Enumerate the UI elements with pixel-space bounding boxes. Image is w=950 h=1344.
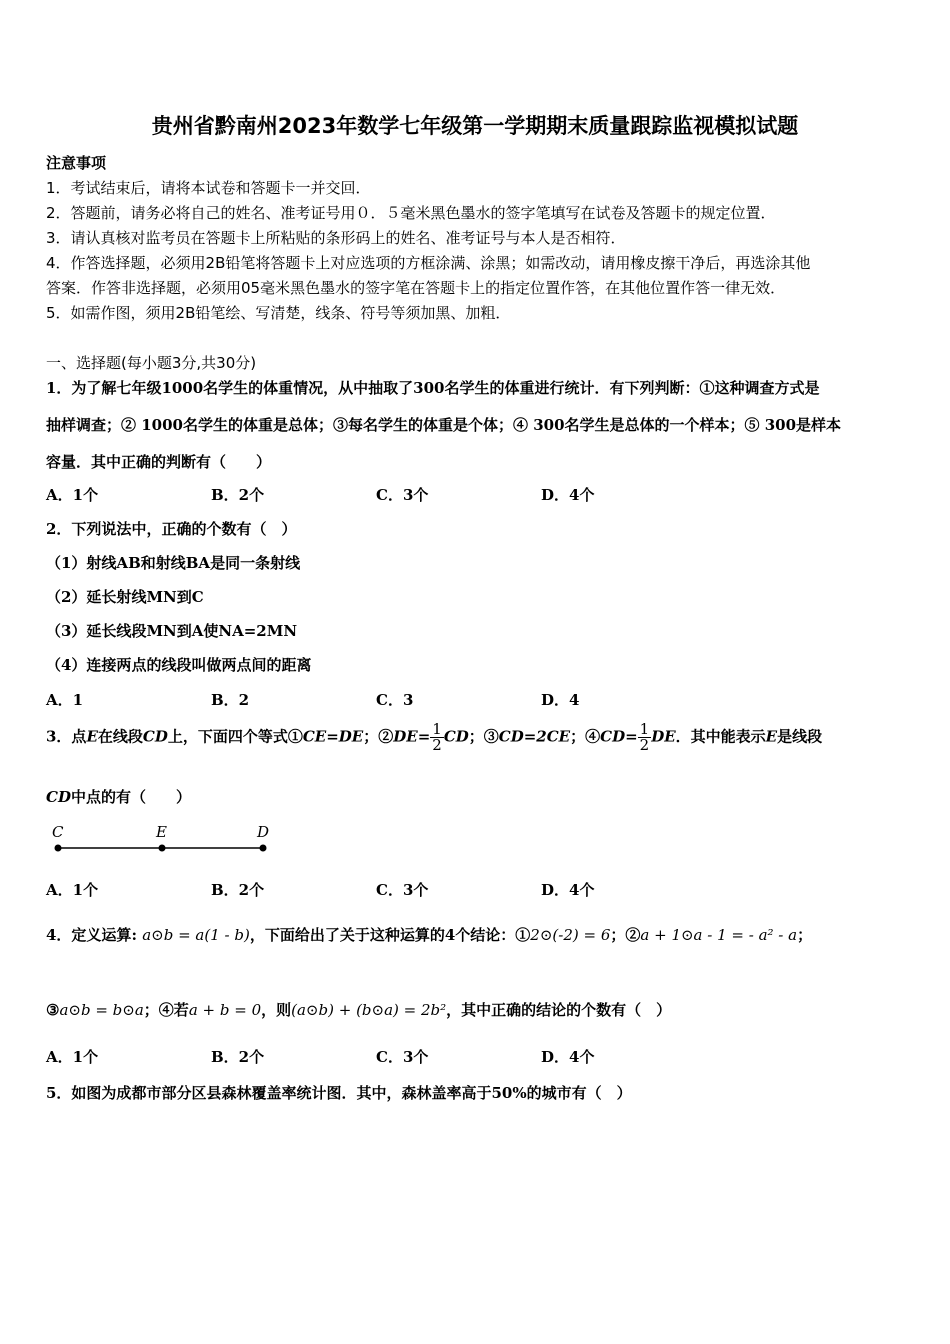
q2-option-b: B．2 (211, 691, 250, 709)
q1-option-b: B．2个 (211, 486, 265, 504)
point-d (260, 845, 267, 852)
q3-option-c: C．3个 (376, 881, 429, 899)
notice-item: 2．答题前，请务必将自己的姓名、准考证号用０．５毫米黑色墨水的签字笔填写在试卷及答题卡的规定位置． (46, 204, 776, 222)
q2-option-c: C．3 (376, 691, 414, 709)
q2-option-a: A．1 (46, 691, 84, 709)
page-title: 贵州省黔南州2023年数学七年级第一学期期末质量跟踪监视模拟试题 (151, 114, 799, 138)
notice-item: 1．考试结束后，请将本试卷和答题卡一并交回． (46, 179, 371, 197)
point-e (159, 845, 166, 852)
q2-item: （1）射线AB和射线BA是同一条射线 (46, 554, 301, 572)
label-d: D (257, 823, 270, 841)
section-heading: 一、选择题(每小题3分,共30分) (46, 354, 257, 372)
q3-option-a: A．1个 (46, 881, 99, 899)
q1-line: 容量．其中正确的判断有（ ） (46, 453, 272, 471)
q3-stem-cont: CD中点的有（ ） (46, 788, 191, 806)
q4-option-d: D．4个 (541, 1048, 595, 1066)
q3-stem: 3．点E在线段CD上，下面四个等式①CE=DE；②DE= $\frac{1}{2}$ CD；③CD=2CE；④CD= $\frac{1}{2}$ DE．其中能表示E是线段 (46, 720, 823, 754)
q2-item: （2）延长射线MN到C (46, 588, 204, 606)
q3-option-d: D．4个 (541, 881, 595, 899)
label-e: E (156, 823, 167, 841)
point-c (55, 845, 62, 852)
q5-stem: 5．如图为成都市部分区县森林覆盖率统计图．其中，森林盖率高于50%的城市有（ ） (46, 1084, 632, 1102)
fraction-half: $\frac{1}{2}$ (432, 720, 442, 754)
q4-option-a: A．1个 (46, 1048, 99, 1066)
notice-item: 答案．作答非选择题，必须用05毫米黑色墨水的签字笔在答题卡上的指定位置作答，在其他位置作答一律无效． (46, 279, 786, 297)
q1-line: 抽样调查；② 1000名学生的体重是总体；③每名学生的体重是个体；④ 300名学生是总体的一个样本；⑤ 300是样本 (46, 416, 842, 434)
label-c: C (52, 823, 64, 841)
q1-option-d: D．4个 (541, 486, 595, 504)
q2-item: （3）延长线段MN到A使NA=2MN (46, 622, 298, 640)
notice-item: 4．作答选择题，必须用2B铅笔将答题卡上对应选项的方框涂满、涂黑；如需改动，请用橡皮擦干净后，再选涂其他 (46, 254, 811, 272)
q2-item: （4）连接两点的线段叫做两点间的距离 (46, 656, 312, 674)
fraction-half: $\frac{1}{2}$ (639, 720, 650, 754)
q1-option-a: A．1个 (46, 486, 99, 504)
q3-option-b: B．2个 (211, 881, 265, 899)
q1-line: 1．为了解七年级1000名学生的体重情况，从中抽取了300名学生的体重进行统计．有下列判断：①这种调查方式是 (46, 379, 820, 397)
q2-stem: 2．下列说法中，正确的个数有（ ） (46, 520, 297, 538)
notice-heading: 注意事项 (46, 154, 107, 172)
q4-stem: 4．定义运算: a⊙b = a(1 - b)，下面给出了关于这种运算的4个结论：①2⊙(-2) = 6；②a + 1⊙a - 1 = - a² - a； (46, 926, 813, 944)
notice-item: 5．如需作图，须用2B铅笔绘、写清楚，线条、符号等须加黑、加粗． (46, 304, 511, 322)
q4-option-c: C．3个 (376, 1048, 429, 1066)
q4-option-b: B．2个 (211, 1048, 265, 1066)
q4-stem-cont: ③a⊙b = b⊙a；④若a + b = 0，则(a⊙b) + (b⊙a) = 2b²，其中正确的结论的个数有（ ） (46, 1001, 672, 1019)
segment-cd-figure (44, 820, 284, 860)
q2-option-d: D．4 (541, 691, 580, 709)
q1-option-c: C．3个 (376, 486, 429, 504)
notice-item: 3．请认真核对监考员在答题卡上所粘贴的条形码上的姓名、准考证号与本人是否相符． (46, 229, 626, 247)
